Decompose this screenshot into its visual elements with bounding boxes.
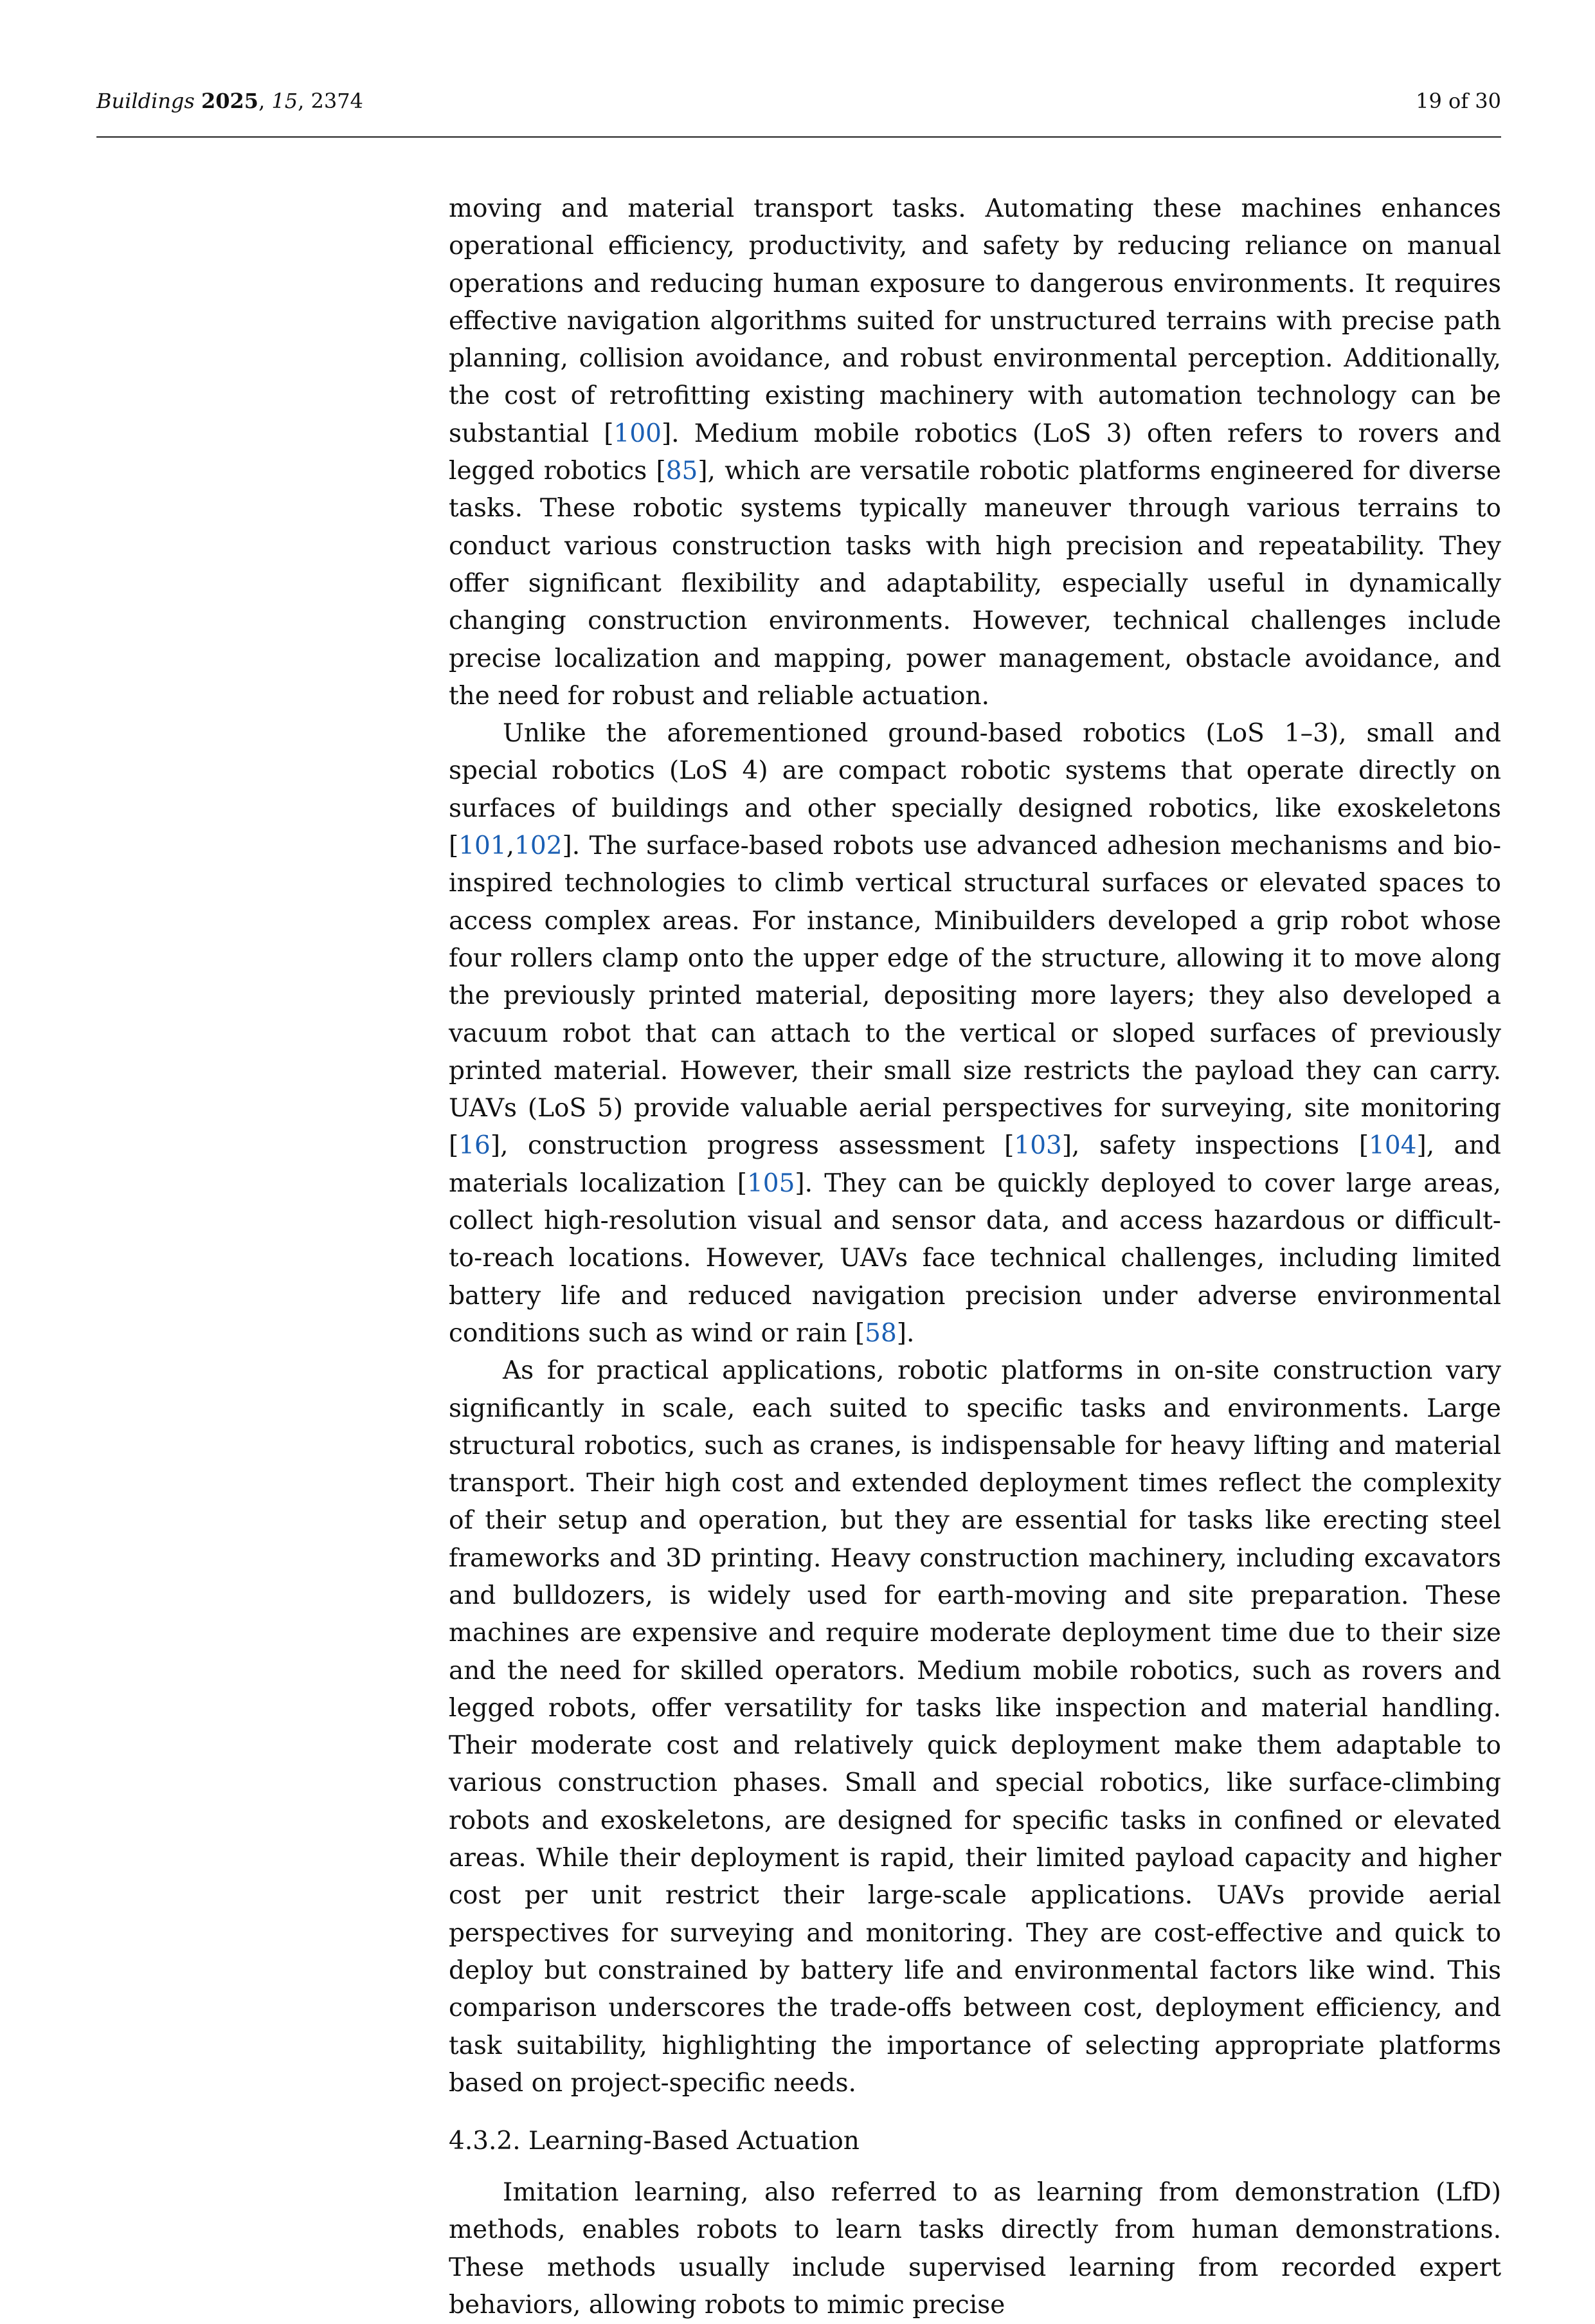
citation-link[interactable]: 16 <box>458 1131 491 1161</box>
text-run: moving and material transport tasks. Automating these machines enhances operational efficiency, productivity, and safety by reducing reliance on manual operations and reducing human exposure to dangerous environments. It requires effective navigation algorithms suited for unstructured terrains with precise path planning, collision avoidance, and robust environmental perception. Additionally, the cost of retrofitting existing machinery with automation technology can be substantial [ <box>449 194 1501 448</box>
citation-link[interactable]: 58 <box>865 1318 897 1348</box>
paragraph <box>449 190 1501 715</box>
paragraph-list <box>449 190 1501 2102</box>
journal-year: 2025 <box>201 89 259 113</box>
citation-link[interactable]: 85 <box>665 457 698 486</box>
paragraph <box>449 715 1501 1352</box>
page-number: 19 of 30 <box>1416 89 1501 113</box>
journal-volume: 15 <box>271 89 298 113</box>
text-run: , <box>506 831 515 861</box>
body-text <box>449 190 1501 2324</box>
text-run: ]. They can be quickly deployed to cover large areas, collect high-resolution visual and sensor data, and access hazardous or difficult-to-reach locations. However, UAVs face technical challenges, including limited battery life and reduced navigation precision under adverse environmental conditions such as wind or rain [ <box>449 1168 1501 1348</box>
text-run: ], which are versatile robotic platforms engineered for diverse tasks. These robotic systems typically maneuver through various terrains to conduct various construction tasks with high precision and repeatability. They offer significant flexibility and adaptability, especially useful in dynamically changing construction environments. However, technical challenges include precise localization and mapping, power management, obstacle avoidance, and the need for robust and reliable actuation. <box>449 457 1502 711</box>
header-rule <box>96 136 1501 138</box>
text-run: ]. <box>896 1318 915 1348</box>
citation-link[interactable]: 105 <box>746 1168 795 1198</box>
paragraph: Imitation learning, also referred to as learning from demonstration (LfD) methods, enables robots to learn tasks directly from human demonstrations. These methods usually include supervised learning from recorded expert behaviors, allowing robots to mimic precise <box>449 2178 1501 2320</box>
citation-link[interactable]: 103 <box>1014 1131 1062 1161</box>
running-header <box>96 89 1501 121</box>
text-run: As for practical applications, robotic platforms in on-site construction vary significantly in scale, each suited to specific tasks and environments. Large structural robotics, such as cranes, is indispensable for heavy lifting and material transport. Their high cost and extended deployment times reflect the complexity of their setup and operation, but they are essential for tasks like erecting steel frameworks and 3D printing. Heavy construction machinery, including excavators and bulldozers, is widely used for earth-moving and site preparation. These machines are expensive and require moderate deployment time due to their size and the need for skilled operators. Medium mobile robotics, such as rovers and legged robots, offer versatility for tasks like inspection and material handling. Their moderate cost and relatively quick deployment make them adaptable to various construction phases. Small and special robotics, like surface-climbing robots and exoskeletons, are designed for specific tasks in confined or elevated areas. While their deployment is rapid, their limited payload capacity and higher cost per unit restrict their large-scale applications. UAVs provide aerial perspectives for surveying and monitoring. They are cost-effective and quick to deploy but constrained by battery life and environmental factors like wind. This comparison underscores the trade-offs between cost, deployment efficiency, and task suitability, highlighting the importance of selecting appropriate platforms based on project-specific needs. <box>449 1356 1501 2098</box>
text-run: Unlike the aforementioned ground-based robotics (LoS 1–3), small and special robotics (LoS 4) are compact robotic systems that operate directly on surfaces of buildings and other specially designed robotics, like exoskeletons [ <box>449 719 1501 861</box>
journal-citation: Buildings 2025, 15, 2374 <box>96 89 363 113</box>
citation-link[interactable]: 102 <box>514 831 563 861</box>
article-number: 2374 <box>311 89 363 113</box>
text-run: ]. The surface-based robots use advanced adhesion mechanisms and bio-inspired technologies to climb vertical structural surfaces or elevated spaces to access complex areas. For instance, Minibuilders developed a grip robot whose four rollers clamp onto the upper edge of the structure, allowing it to move along the previously printed material, depositing more layers; they also developed a vacuum robot that can attach to the vertical or sloped surfaces of previously printed material. However, their small size restricts the payload they can carry. UAVs (LoS 5) provide valuable aerial perspectives for surveying, site monitoring [ <box>449 831 1501 1161</box>
citation-link[interactable]: 104 <box>1369 1131 1417 1161</box>
text-run: ], and materials localization [ <box>449 1131 1501 1198</box>
paragraph <box>449 1352 1501 2102</box>
text-run: ], construction progress assessment [ <box>490 1131 1014 1161</box>
citation-link[interactable]: 101 <box>458 831 507 861</box>
text-run: ], safety inspections [ <box>1061 1131 1369 1161</box>
section-heading: 4.3.2. Learning-Based Actuation <box>449 2127 860 2156</box>
text-run: ]. Medium mobile robotics (LoS 3) often refers to rovers and legged robotics [ <box>449 419 1502 486</box>
citation-link[interactable]: 100 <box>613 419 662 448</box>
journal-name: Buildings <box>96 89 195 113</box>
